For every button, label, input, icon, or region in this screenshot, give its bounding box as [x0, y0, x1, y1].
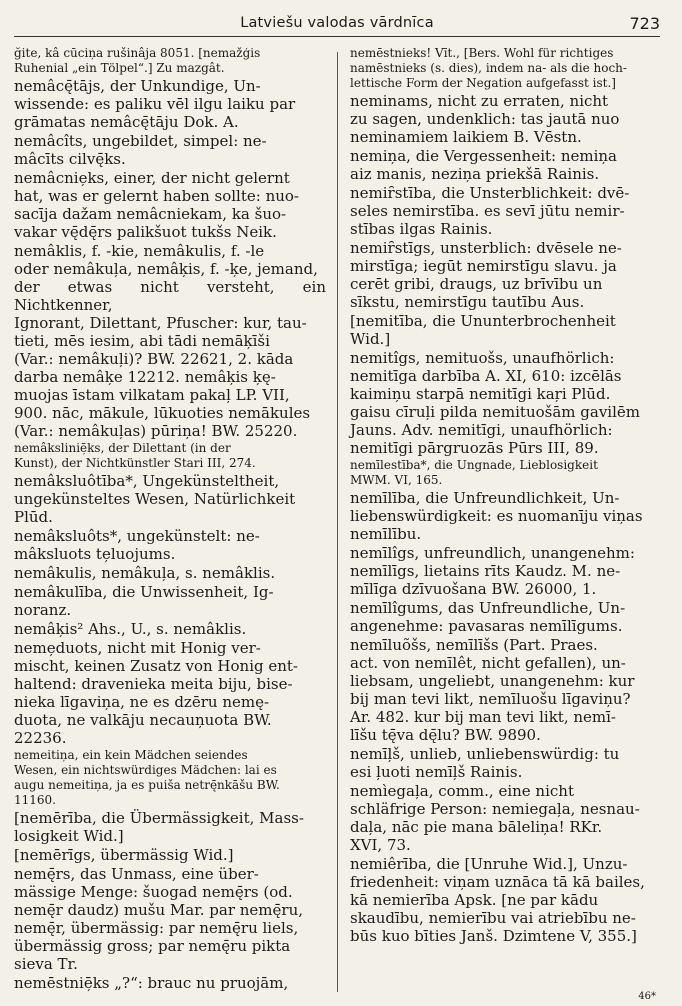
entry-line: nemâksluôtība*, Ungekünsteltheit, — [14, 472, 280, 490]
entry-line: nemīlīgs, lietains rīts Kaudz. M. ne- — [350, 562, 621, 580]
entry-line: schläfrige Person: nemiegaļa, nesnau- — [350, 800, 640, 818]
entry-line: ğite, kâ cūciņa rušinâja 8051. [nemažģis — [14, 46, 261, 60]
dictionary-entry — [14, 583, 326, 619]
entry-line: [nemērīgs, übermässig Wid.] — [14, 846, 234, 864]
dictionary-entry — [14, 639, 326, 747]
entry-line: neme̦duots, nicht mit Honig ver- — [14, 639, 261, 657]
entry-line: ungekünsteltes Wesen, Natürlichkeit — [14, 490, 296, 508]
dictionary-entry — [14, 846, 326, 864]
entry-line: mīlīga dzīvuošana BW. 26000, 1. — [350, 580, 597, 598]
entry-line: nemīļš, unlieb, unliebenswürdig: tu — [350, 745, 620, 763]
entry-line: 22236. — [14, 729, 67, 747]
entry-line: XVI, 73. — [350, 836, 411, 854]
entry-line: nemēstniē̦ks „?“: brauc nu pruojām, — [14, 974, 289, 992]
entry-line: sieva Tr. — [14, 955, 78, 973]
entry-line: nemâķis² Ahs., U., s. nemâklis. — [14, 620, 247, 638]
entry-line: act. von nemīlêt, nicht gefallen), un- — [350, 654, 626, 672]
entry-line: Ruhenial „ein Tölpel“.] Zu mazgât. — [14, 61, 225, 75]
entry-line: kaimiņu starpā nemitīgi kaŗi Plūd. — [350, 385, 611, 403]
entry-line: nemâcę̄tājs, der Unkundige, Un- — [14, 77, 261, 95]
entry-line: nieka līgaviņa, ne es dzēru nemę- — [14, 693, 270, 711]
entry-line: 11160. — [14, 793, 56, 807]
dictionary-entry — [350, 544, 666, 598]
entry-line: nemâksliniē̦ks, der Dilettant (in der — [14, 441, 231, 455]
entry-line: Wid.] — [350, 330, 391, 348]
dictionary-entry — [350, 458, 666, 488]
page-header — [14, 14, 660, 37]
entry-line: būs kuo bīties Janš. Dzimtene V, 355.] — [350, 927, 637, 945]
entry-line: [nemērība, die Übermässigkeit, Mass- — [14, 809, 304, 827]
entry-line: mâcīts cilvę̄ks. — [14, 150, 126, 168]
entry-line: nemitīgi pārgruozās Pūrs III, 89. — [350, 439, 599, 457]
entry-line: oder nemâkuļa, nemâķis, f. -ķe, jemand, — [14, 260, 318, 278]
entry-line: Plūd. — [14, 508, 53, 526]
entry-line: nemę̄r, übermässig: par nemę̄ru liels, — [14, 919, 299, 937]
entry-line: Ar. 482. kur bij man tevi likt, nemī- — [350, 708, 616, 726]
entry-line: losigkeit Wid.] — [14, 827, 124, 845]
entry-line: bij man tevi likt, nemīluošu līgaviņu? — [350, 690, 631, 708]
dictionary-entry — [14, 242, 326, 440]
entry-line: nemēstnieks! Vīt., [Bers. Wohl für richtiges — [350, 46, 614, 60]
left-column — [14, 46, 326, 993]
entry-line: skaudību, nemierību vai atriebību ne- — [350, 909, 636, 927]
entry-line: mâksluots te̦luojums. — [14, 545, 176, 563]
entry-line: sīkstu, nemirstīgu tautību Aus. — [350, 293, 585, 311]
entry-line: nemeitiņa, ein kein Mädchen seiendes — [14, 748, 248, 762]
dictionary-entry — [350, 745, 666, 781]
entry-line: namēstnieks (s. dies), indem na- als die hoch- — [350, 61, 627, 75]
entry-line: nemiȓstība, die Unsterblichkeit: dvē- — [350, 184, 630, 202]
dictionary-entry — [14, 564, 326, 582]
dictionary-entry — [350, 92, 666, 146]
entry-line: Jauns. Adv. nemitīgi, unaufhörlich: — [350, 421, 613, 439]
entry-line: cerēt gribi, draugs, uz brīvību un — [350, 275, 603, 293]
entry-line: nemitīga darbība A. XI, 610: izcēlās — [350, 367, 622, 385]
entry-line: übermässig gross; par nemę̄ru pikta — [14, 937, 291, 955]
entry-line: kā nemierība Apsk. [ne par kādu — [350, 891, 599, 909]
entry-line: noranz. — [14, 601, 72, 619]
dictionary-entry — [14, 441, 326, 471]
entry-line: nemâksluôts*, ungekünstelt: ne- — [14, 527, 260, 545]
entry-line: nemę̄rs, das Unmass, eine über- — [14, 865, 259, 883]
column-divider — [337, 52, 338, 992]
entry-line: darba nemâķe 12212. nemâķis ķę- — [14, 368, 276, 386]
dictionary-entry — [14, 865, 326, 973]
entry-line: wissende: es paliku vēl ilgu laiku par — [14, 95, 296, 113]
entry-line: nemīlîgs, unfreundlich, unangenehm: — [350, 544, 635, 562]
entry-line: nemīlību. — [350, 525, 422, 543]
dictionary-entry — [350, 489, 666, 543]
dictionary-entry — [350, 599, 666, 635]
entry-line: mirstīga; iegūt nemirstīgu slavu. ja — [350, 257, 617, 275]
dictionary-entry — [14, 974, 326, 992]
dictionary-entry — [14, 169, 326, 241]
entry-line: Kunst), der Nichtkünstler Stari III, 274. — [14, 456, 256, 470]
entry-line: vakar vę̄dę̄rs palikšuot tukšs Neik. — [14, 223, 277, 241]
entry-line: angenehme: pavasaras nemīlīgums. — [350, 617, 623, 635]
entry-line: nemìegaļa, comm., eine nicht — [350, 782, 574, 800]
dictionary-entry — [350, 147, 666, 183]
entry-line: nemīlîgums, das Unfreundliche, Un- — [350, 599, 626, 617]
entry-line: hat, was er gelernt haben sollte: nuo- — [14, 187, 299, 205]
entry-line: MWM. VI, 165. — [350, 473, 443, 487]
dictionary-entry — [350, 239, 666, 311]
entry-line: sacīja dažam nemâcniekam, ka šuo- — [14, 205, 287, 223]
entry-line: augu nemeitiņa, ja es puiša netrę̄nkāšu BW. — [14, 778, 280, 792]
entry-line: 900. nāc, mākule, lūkuoties nemākules — [14, 404, 311, 422]
entry-line: tieti, mēs iesim, abi tādi nemāķīši — [14, 332, 270, 350]
dictionary-entry — [14, 809, 326, 845]
dictionary-entry — [350, 636, 666, 744]
dictionary-entry — [14, 472, 326, 526]
entry-line: nemâcnie̦ks, einer, der nicht gelernt — [14, 169, 290, 187]
entry-line: nemiņa, die Vergessenheit: nemiņa — [350, 147, 618, 165]
dictionary-entry — [350, 184, 666, 238]
entry-line: nemīlība, die Unfreundlichkeit, Un- — [350, 489, 620, 507]
right-column — [350, 46, 666, 946]
entry-line: mischt, keinen Zusatz von Honig ent- — [14, 657, 299, 675]
dictionary-entry — [350, 782, 666, 854]
entry-line: friedenheit: viņam uznāca tā kā bailes, — [350, 873, 645, 891]
signature-mark: 46* — [638, 991, 656, 1002]
entry-line: stības ilgas Rainis. — [350, 220, 493, 238]
entry-line: neminamiem laikiem B. Vēstn. — [350, 128, 582, 146]
entry-line: haltend: dravenieka meita biju, bise- — [14, 675, 293, 693]
dictionary-entry — [14, 527, 326, 563]
entry-line: grāmatas nemâcę̄tāju Dok. A. — [14, 113, 239, 131]
entry-line: [nemitība, die Ununterbrochenheit — [350, 312, 616, 330]
entry-line: gaisu cīruļi pilda nemituošām gavilēm — [350, 403, 640, 421]
dictionary-entry — [350, 855, 666, 945]
entry-line: (Var.: nemâkuļas) pūriņa! BW. 25220. — [14, 422, 298, 440]
dictionary-entry — [14, 77, 326, 131]
entry-line: nemę̄r daudz) mušu Mar. par nemę̄ru, — [14, 901, 303, 919]
dictionary-entry — [14, 46, 326, 76]
entry-line: seles nemirstība. es sevī jūtu nemir- — [350, 202, 625, 220]
entry-line: Ignorant, Dilettant, Pfuscher: kur, tau- — [14, 314, 307, 332]
dictionary-entry — [14, 620, 326, 638]
entry-line: duota, ne valkāju necauņuota BW. — [14, 711, 272, 729]
dictionary-entry — [350, 349, 666, 457]
entry-line: nemitîgs, nemituošs, unaufhörlich: — [350, 349, 615, 367]
entry-line: nemâkulis, nemâkuļa, s. nemâklis. — [14, 564, 276, 582]
dictionary-entry — [350, 46, 666, 91]
entry-line: līšu tę̄va dę̄lu? BW. 9890. — [350, 726, 541, 744]
entry-line: liebenswürdigkeit: es nuomanīju viņas — [350, 507, 643, 525]
entry-line: (Var.: nemâkuļi)? BW. 22621, 2. kāda — [14, 350, 294, 368]
dictionary-entry — [14, 748, 326, 808]
entry-line: daļa, nāc pie mana bāleliņa! RKr. — [350, 818, 603, 836]
entry-line: nemiȓstīgs, unsterblich: dvēsele ne- — [350, 239, 622, 257]
entry-line: esi ļuoti nemīļš Rainis. — [350, 763, 523, 781]
entry-line: Wesen, ein nichtswürdiges Mädchen: lai es — [14, 763, 277, 777]
entry-line: muojas īstam vilkatam pakaļ LP. VII, — [14, 386, 290, 404]
entry-line: zu sagen, undenklich: tas jautā nuo — [350, 110, 620, 128]
dictionary-entry — [350, 312, 666, 348]
page-number: 723 — [629, 14, 660, 33]
entry-line: neminams, nicht zu erraten, nicht — [350, 92, 609, 110]
entry-line: aiz manis, neziņa priekšā Rainis. — [350, 165, 600, 183]
entry-line: lettische Form der Negation aufgefasst ist.] — [350, 76, 616, 90]
running-title: Latviešu valodas vārdnīca — [240, 15, 434, 31]
entry-line: nemīlestība*, die Ungnade, Lieblosigkeit — [350, 458, 598, 472]
entry-line: liebsam, ungeliebt, unangenehm: kur — [350, 672, 635, 690]
entry-line: mässige Menge: šuogad nemę̄rs (od. — [14, 883, 293, 901]
entry-line: nemīluõšs, nemīlīšs (Part. Praes. — [350, 636, 598, 654]
entry-line: nemâcîts, ungebildet, simpel: ne- — [14, 132, 267, 150]
entry-line: der etwas nicht versteht, ein Nichtkenner, — [14, 278, 326, 314]
entry-line: nemiêrība, die [Unruhe Wid.], Unzu- — [350, 855, 628, 873]
entry-line: nemâkulība, die Unwissenheit, Ig- — [14, 583, 274, 601]
entry-line: nemâklis, f. -kie, nemâkulis, f. -le — [14, 242, 265, 260]
dictionary-entry — [14, 132, 326, 168]
